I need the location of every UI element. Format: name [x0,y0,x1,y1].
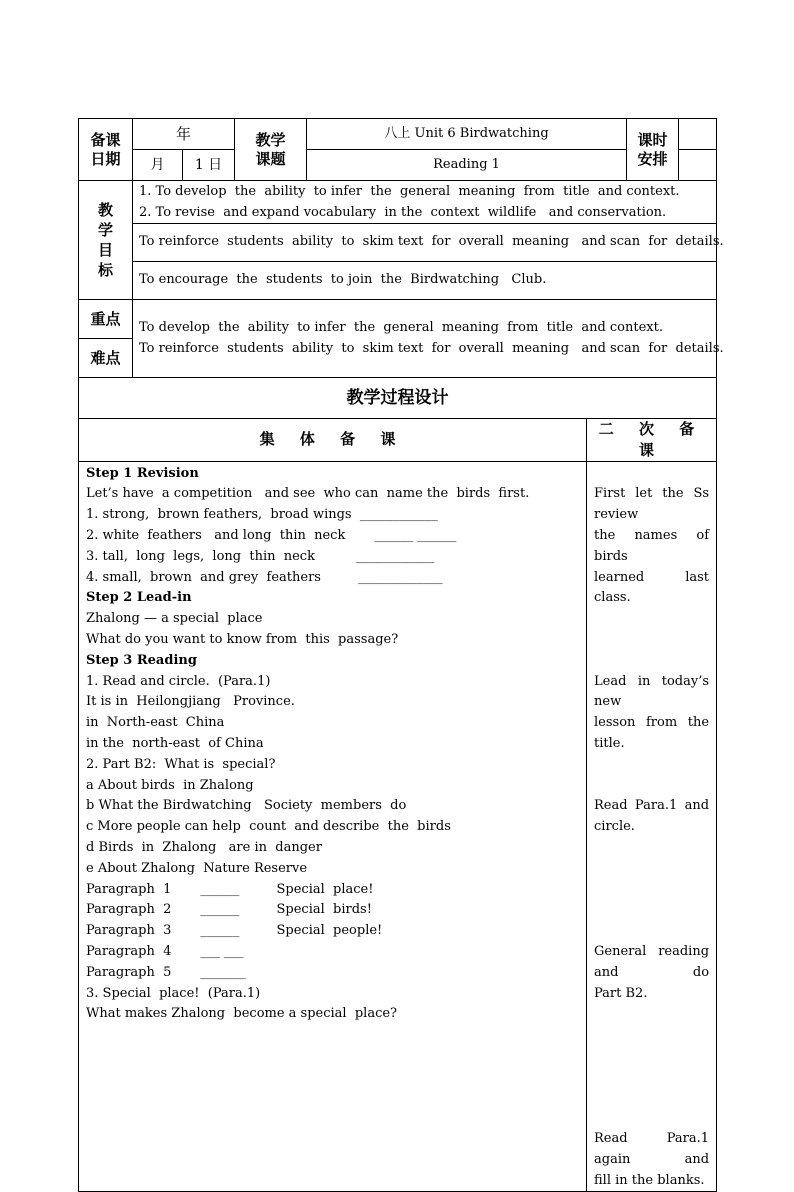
lesson-line: c More people can help count and describe the birds [86,819,451,835]
schedule-value-1 [679,119,717,150]
lesson-line: Paragraph 3 ______ Special people! [86,923,383,939]
date-label: 备课 日期 [79,119,133,181]
secondary-prep-header: 二 次 备 课 [587,419,717,462]
objective-line: 1. To develop the ability to infer the general meaning from title and context. [139,184,680,199]
lesson-line: 2. Part B2: What is special? [86,756,276,772]
key-points-label: 重点 [79,300,133,339]
note-spacer [594,838,709,859]
note-line: learned last class. [594,569,710,606]
note-spacer [594,1046,709,1067]
lesson-line: Paragraph 4 ___ ___ [86,943,244,959]
lesson-plan-table [78,118,724,1192]
lesson-line: What do you want to know from this passage? [86,631,399,647]
objectives-group-3: To encourage the students to join the Birdwatching Club. [133,262,717,300]
lesson-line: d Birds in Zhalong are in danger [86,839,322,855]
lesson-line: Zhalong — a special place [86,611,263,627]
focus-line: To develop the ability to infer the general meaning from title and context. [139,319,663,335]
objectives-group-1 [133,181,717,224]
lesson-content [79,461,587,1192]
note-line: General reading and do [594,943,710,980]
objectives-label: 教 学 目 标 [79,181,133,300]
lesson-line: 1. strong, brown feathers, broad wings ____________ [86,507,438,523]
lesson-line: It is in Heilongjiang Province. [86,694,295,710]
step-heading: Step 2 Lead-in [86,590,192,606]
note-spacer [594,880,709,901]
note-spacer [594,1004,709,1025]
collective-prep-header: 集 体 备 课 [79,419,587,462]
lesson-plan-document [78,118,724,1192]
lesson-line: 3. Special place! (Para.1) [86,985,261,1001]
schedule-value-2 [679,150,717,181]
objectives-group-2: To reinforce students ability to skim text for overall meaning and scan for details. [133,224,717,262]
unit-title: 八上 Unit 6 Birdwatching [307,119,627,150]
note-line: the names of birds [594,527,710,564]
focus-line: To reinforce students ability to skim text for overall meaning and scan for details. [139,340,724,356]
note-spacer [594,776,709,797]
note-line: Part B2. [594,985,648,1001]
note-spacer [594,1088,709,1109]
note-line: Lead in today’s new [594,673,710,710]
note-line: fill in the blanks. [594,1172,705,1188]
lesson-line: in North-east China [86,715,225,731]
schedule-label: 课时 安排 [627,119,679,181]
lesson-line: Paragraph 2 ______ Special birds! [86,902,372,918]
note-spacer [594,859,709,880]
difficulties-label: 难点 [79,339,133,378]
lesson-line: 4. small, brown and grey feathers _____________ [86,569,443,585]
lesson-line: What makes Zhalong become a special place? [86,1006,398,1022]
note-spacer [594,1108,709,1129]
day-field: 1 日 [183,150,235,181]
note-line: First let the Ss review [594,486,710,523]
lesson-line: Paragraph 1 ______ Special place! [86,881,374,897]
step-heading: Step 1 Revision [86,465,199,481]
note-spacer [594,630,709,651]
lesson-line: b What the Birdwatching Society members do [86,798,407,814]
focus-content [133,300,724,378]
step-heading: Step 3 Reading [86,652,197,668]
note-line: Read Para.1 and circle. [594,798,710,835]
lesson-line: 2. white feathers and long thin neck ______ ______ [86,527,457,543]
lesson-line: Let’s have a competition and see who can name the birds first. [86,486,530,502]
lesson-line: e About Zhalong Nature Reserve [86,860,308,876]
note-line: Read Para.1 again and [594,1131,710,1167]
lesson-line: in the north-east of China [86,735,264,751]
lesson-line: a About birds in Zhalong [86,777,254,793]
note-spacer [594,609,709,630]
lesson-line: 1. Read and circle. (Para.1) [86,673,271,689]
secondary-notes [587,461,717,1192]
note-line: lesson from the title. [594,715,710,751]
note-spacer [594,900,709,921]
lesson-line: Paragraph 5 _______ [86,964,246,980]
note-spacer [594,1025,709,1046]
objective-line: 2. To revise and expand vocabulary in the context wildlife and conservation. [139,205,667,220]
note-spacer [594,464,709,485]
period-title: Reading 1 [307,150,627,181]
note-spacer [594,921,709,942]
note-spacer [594,755,709,776]
note-spacer [594,1067,709,1088]
year-field: 年 [133,119,235,150]
month-field: 月 [133,150,183,181]
lesson-line: 3. tall, long legs, long thin neck ____________ [86,548,435,564]
process-design-banner: 教学过程设计 [79,378,717,419]
topic-label: 教学 课题 [235,119,307,181]
note-spacer [594,651,709,672]
